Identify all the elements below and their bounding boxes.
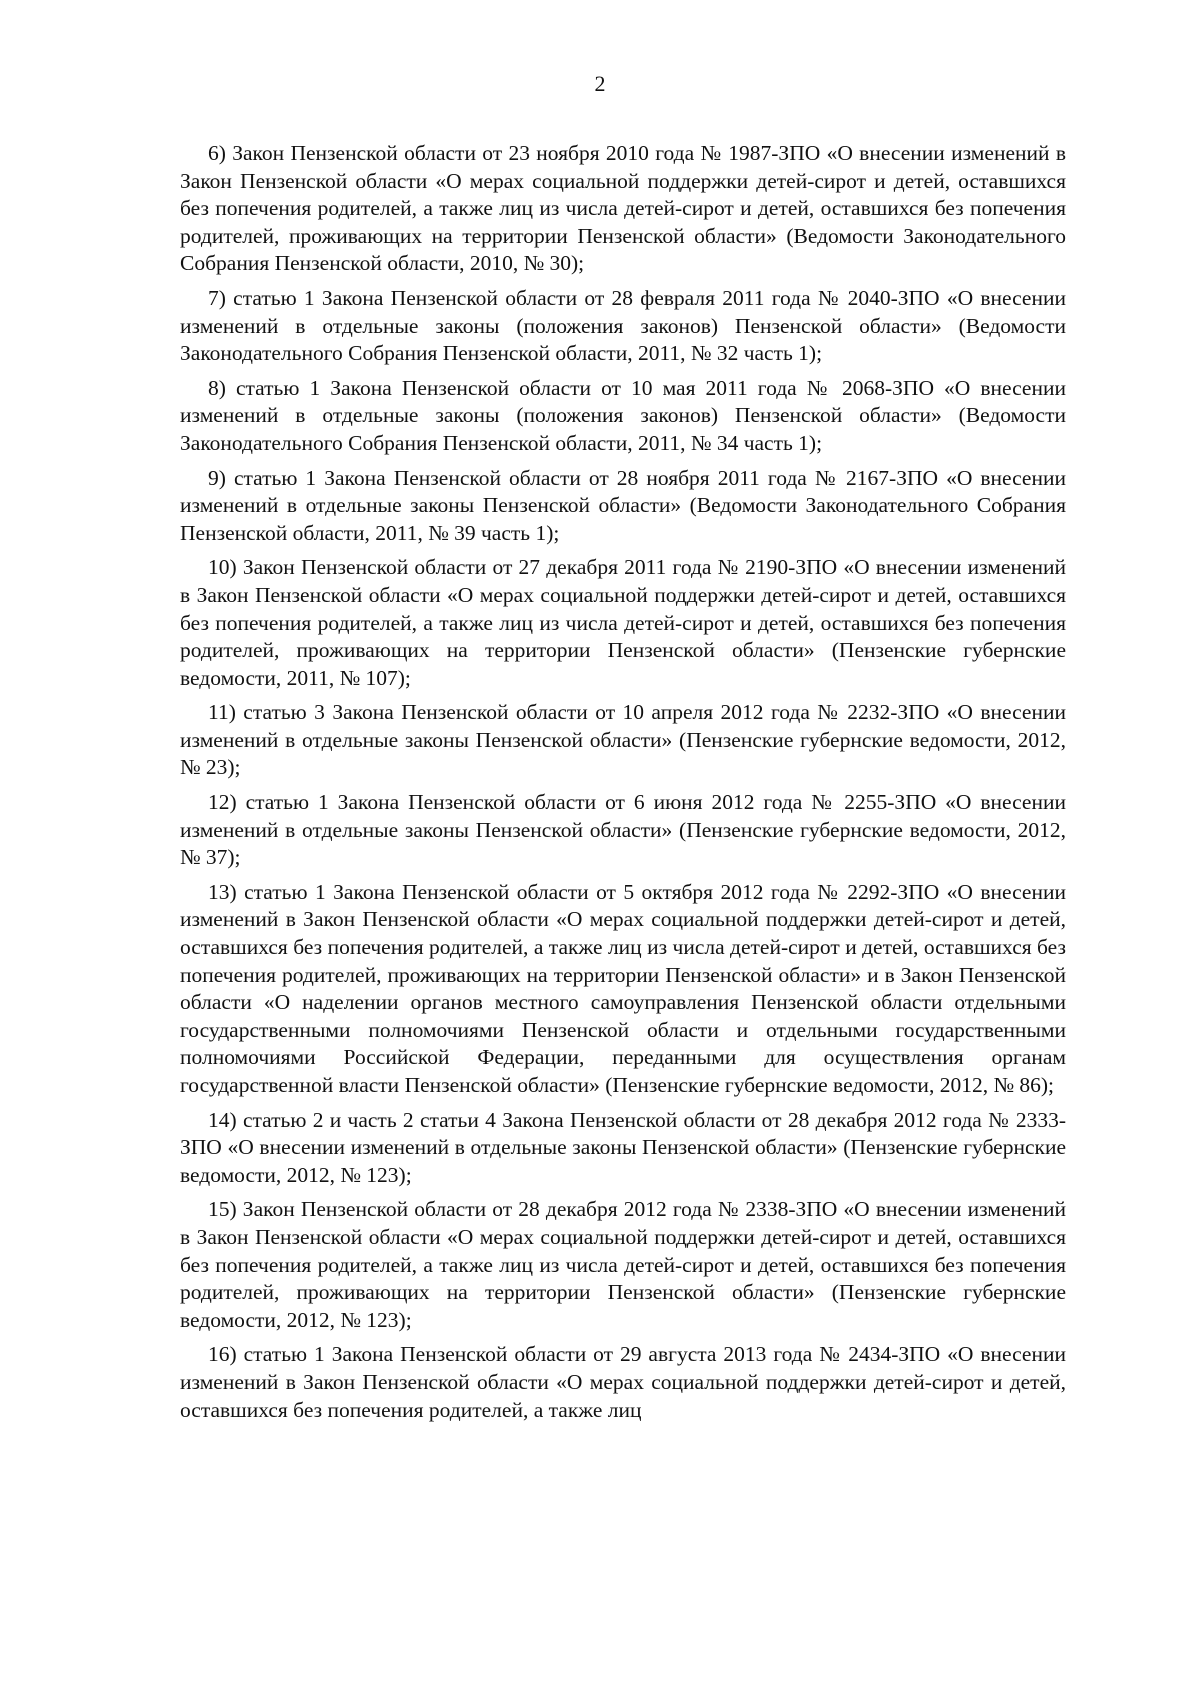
list-item-7: 7) статью 1 Закона Пензенской области от 28 февраля 2011 года № 2040-ЗПО «О внесении изменений в отдельные законы (положения законов) Пензенской области» (Ведомости Законодательного Собрания Пензенской области, 2011, № 32 часть 1);: [180, 285, 1066, 366]
page-number: 2: [594, 71, 606, 96]
list-item-9: 9) статью 1 Закона Пензенской области от 28 ноября 2011 года № 2167-ЗПО «О внесении изменений в отдельные законы Пензенской области» (Ведомости Законодательного Собрания Пензенской области, 2011, № 39 часть 1);: [180, 465, 1066, 545]
list-item-16: 16) статью 1 Закона Пензенской области от 29 августа 2013 года № 2434-ЗПО «О внесении изменений в Закон Пензенской области «О мерах социальной поддержки детей-сирот и детей, оставшихся без попечения родителей, а также лиц: [180, 1342, 1066, 1422]
list-item-12: 12) статью 1 Закона Пензенской области от 6 июня 2012 года № 2255-ЗПО «О внесении изменений в отдельные законы Пензенской области» (Пензенские губернские ведомости, 2012, № 37);: [180, 790, 1066, 870]
list-item-14: 14) статью 2 и часть 2 статьи 4 Закона Пензенской области от 28 декабря 2012 года № 2333-ЗПО «О внесении изменений в отдельные законы Пензенской области» (Пензенские губернские ведомости, 2012, № 123);: [180, 1107, 1066, 1187]
list-item-13: 13) статью 1 Закона Пензенской области от 5 октября 2012 года № 2292-ЗПО «О внесении изменений в Закон Пензенской области «О мерах социальной поддержки детей-сирот и детей, оставшихся без попечения родителей, а также лиц из числа детей-сирот и детей, оставшихся без попечения родителей, проживающих на территории Пензенской области» и в Закон Пензенской области «О наделении органов местного самоуправления Пензенской области отдельными государственными полномочиями Пензенской области и отдельными государственными полномочиями Российской Федерации, переданными для осуществления органам государственной власти Пензенской области» (Пензенские губернские ведомости, 2012, № 86);: [180, 879, 1066, 1097]
list-item-6: 6) Закон Пензенской области от 23 ноября 2010 года № 1987-ЗПО «О внесении изменений в Закон Пензенской области «О мерах социальной поддержки детей-сирот и детей, оставшихся без попечения родителей, а также лиц из числа детей-сирот и детей, оставшихся без попечения родителей, проживающих на территории Пензенской области» (Ведомости Законодательного Собрания Пензенской области, 2010, № 30);: [180, 141, 1066, 276]
document-body: [180, 140, 1066, 1431]
list-item-11: 11) статью 3 Закона Пензенской области от 10 апреля 2012 года № 2232-ЗПО «О внесении изменений в отдельные законы Пензенской области» (Пензенские губернские ведомости, 2012, № 23);: [180, 700, 1066, 780]
list-item-8: 8) статью 1 Закона Пензенской области от 10 мая 2011 года № 2068-ЗПО «О внесении изменений в отдельные законы (положения законов) Пензенской области» (Ведомости Законодательного Собрания Пензенской области, 2011, № 34 часть 1);: [180, 375, 1066, 455]
list-item-15: 15) Закон Пензенской области от 28 декабря 2012 года № 2338-ЗПО «О внесении изменений в Закон Пензенской области «О мерах социальной поддержки детей-сирот и детей, оставшихся без попечения родителей, а также лиц из числа детей-сирот и детей, оставшихся без попечения родителей, проживающих на территории Пензенской области» (Пензенские губернские ведомости, 2012, № 123);: [180, 1197, 1066, 1332]
list-item-10: 10) Закон Пензенской области от 27 декабря 2011 года № 2190-ЗПО «О внесении изменений в Закон Пензенской области «О мерах социальной поддержки детей-сирот и детей, оставшихся без попечения родителей, а также лиц из числа детей-сирот и детей, оставшихся без попечения родителей, проживающих на территории Пензенской области» (Пензенские губернские ведомости, 2011, № 107);: [180, 555, 1066, 690]
